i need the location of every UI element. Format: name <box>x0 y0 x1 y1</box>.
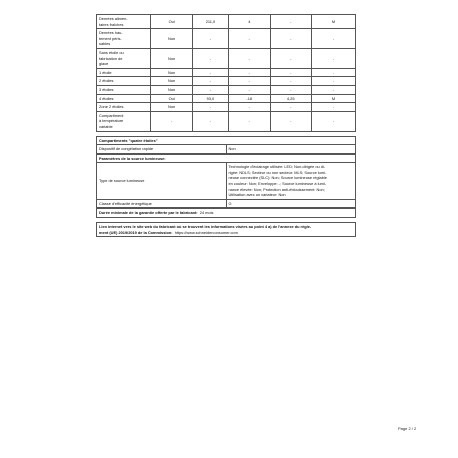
cell-capacity: - <box>270 29 311 49</box>
cell-defrost: - <box>311 68 355 77</box>
cell-volume: - <box>192 103 228 112</box>
cell-volume: 211,0 <box>192 15 228 29</box>
cell-temp: - <box>229 111 270 131</box>
cell-capacity: - <box>270 68 311 77</box>
cell-capacity: - <box>270 103 311 112</box>
warranty-value: 24 mois <box>199 210 214 216</box>
cell-defrost: - <box>311 111 355 131</box>
cell-name: Denrées hau- tement péris- sables <box>97 29 151 49</box>
cell-capacity: 4,25 <box>270 94 311 103</box>
light-type-label: Type de source lumineuse <box>97 163 227 200</box>
cell-temp: - <box>229 85 270 94</box>
cell-defrost: M <box>311 94 355 103</box>
cell-temp: - <box>229 68 270 77</box>
cell-volume: - <box>192 48 228 68</box>
warranty-table <box>96 208 356 218</box>
cell-present: Non <box>151 77 192 86</box>
table-row <box>97 68 356 77</box>
table-row <box>97 85 356 94</box>
cell-defrost: M <box>311 15 355 29</box>
energy-class-value: G <box>226 199 356 208</box>
link-row <box>97 223 356 237</box>
table-row <box>97 15 356 29</box>
cell-present: Non <box>151 103 192 112</box>
table-row <box>97 111 356 131</box>
table-row <box>97 77 356 86</box>
table-row <box>97 103 356 112</box>
cell-volume: - <box>192 111 228 131</box>
cell-volume: 93,0 <box>192 94 228 103</box>
light-type-value: Technologie d'éclairage utilisée: LED; Non-dirigée ou di- rigée: NDLS; Secteur ou non secteur: MLS; Source lumi- neuse connectée (SLC): Non; Source lumineuse réglable en couleur: Non; Enveloppe: -; Source lumineuse à lumi- nance élevée: Non; Protection anti-éblouissement: Non; Utilisation avec un variateur: Non <box>226 163 356 200</box>
manufacturer-url[interactable]: https://www.schneiderconsumer.com <box>174 229 238 235</box>
table-row <box>97 94 356 103</box>
cell-present: Oui <box>151 15 192 29</box>
cell-volume: - <box>192 85 228 94</box>
cell-defrost: - <box>311 48 355 68</box>
compartments-table <box>96 14 356 132</box>
cell-present: Non <box>151 29 192 49</box>
cell-temp: - <box>229 103 270 112</box>
warranty-row <box>97 209 356 218</box>
link-text: Lien internet vers le site web du fabricant où se trouvent les informations visées au point 4 a) de l'annexe du règle- ment (UE) 2019/2019 de la Commission: <box>99 224 312 235</box>
light-source-header: Paramètres de la source lumineuse: <box>97 154 356 163</box>
cell-present: Non <box>151 68 192 77</box>
cell-name: 2 étoiles <box>97 77 151 86</box>
cell-name: 1 étoile <box>97 68 151 77</box>
four-star-table <box>96 136 356 154</box>
cell-volume: - <box>192 77 228 86</box>
cell-capacity: - <box>270 111 311 131</box>
rapid-freeze-label: Dispositif de congélation rapide <box>97 145 227 154</box>
cell-capacity: - <box>270 15 311 29</box>
cell-present: Non <box>151 48 192 68</box>
cell-volume: - <box>192 68 228 77</box>
four-star-header: Compartiments "quatre étoiles" <box>97 136 356 145</box>
cell-present: Oui <box>151 94 192 103</box>
energy-class-label: Classe d'efficacité énergétique <box>97 199 227 208</box>
cell-defrost: - <box>311 85 355 94</box>
cell-name: Compartiment à température variable <box>97 111 151 131</box>
document-page <box>96 14 356 237</box>
cell-defrost: - <box>311 29 355 49</box>
cell-name: 4 étoiles <box>97 94 151 103</box>
cell-defrost: - <box>311 77 355 86</box>
cell-name: Sans étoile ou fabrication de glace <box>97 48 151 68</box>
warranty-label: Durée minimale de la garantie offerte par le fabricant: <box>99 210 198 216</box>
cell-temp: -18 <box>229 94 270 103</box>
link-table <box>96 222 356 237</box>
page-number: Page 2 / 2 <box>398 426 417 431</box>
cell-capacity: - <box>270 77 311 86</box>
cell-temp: - <box>229 48 270 68</box>
cell-present: - <box>151 111 192 131</box>
cell-capacity: - <box>270 85 311 94</box>
cell-name: Denrées alimen- taires fraîches <box>97 15 151 29</box>
light-source-table <box>96 154 356 209</box>
cell-temp: - <box>229 29 270 49</box>
table-row <box>97 29 356 49</box>
cell-name: 3 étoiles <box>97 85 151 94</box>
rapid-freeze-value: Non <box>226 145 356 154</box>
table-row <box>97 48 356 68</box>
cell-temp: - <box>229 77 270 86</box>
cell-volume: - <box>192 29 228 49</box>
cell-defrost: - <box>311 103 355 112</box>
cell-capacity: - <box>270 48 311 68</box>
cell-name: Zone 2 étoiles <box>97 103 151 112</box>
cell-temp: 4 <box>229 15 270 29</box>
cell-present: Non <box>151 85 192 94</box>
